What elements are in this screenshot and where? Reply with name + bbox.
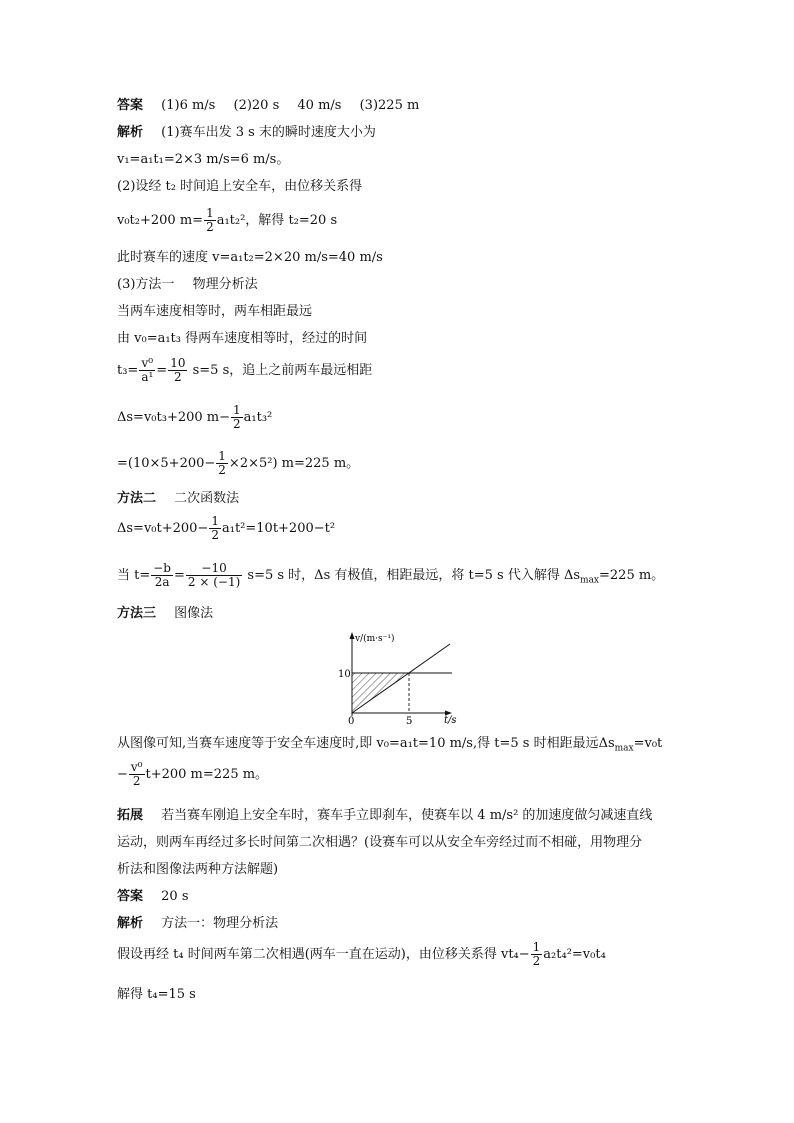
equation-text: 当 t=	[117, 568, 151, 583]
analysis-line-1	[117, 125, 376, 141]
analysis-text: (1)赛车出发 3 s 末的瞬时速度大小为	[161, 125, 376, 140]
extension-text: 若当赛车刚追上安全车时，赛车手立即刹车，使赛车以 4 m/s² 的加速度做匀减速直线	[161, 808, 653, 823]
equation-text: 从图像可知,当赛车速度等于安全车速度时,即 v₀=a₁t=10 m/s,得 t=5 s 时相距最远Δs	[117, 736, 615, 751]
analysis-text: 方法一：物理分析法	[161, 916, 279, 931]
fraction-denominator: 2	[532, 954, 541, 968]
analysis-line-10	[117, 403, 272, 433]
equation-text: a₁t₂²，解得 t₂=20 s	[216, 213, 338, 228]
extension-line-2: 运动，则两车再经过多长时间第二次相遇？(设赛车可以从安全车旁经过而不相碰，用物理分	[117, 835, 643, 850]
equation-text: a₁t²=10t+200−t²	[221, 521, 336, 536]
fraction-denominator: 2	[211, 528, 219, 542]
answer-label: 答案	[117, 889, 144, 904]
equation-text: ×2×5²) m=225 m。	[228, 456, 360, 471]
analysis2-line-2	[117, 940, 606, 970]
analysis-line-14	[117, 561, 664, 591]
fraction-numerator: 1	[218, 449, 226, 463]
equation-text: =v₀t	[633, 736, 663, 751]
subscript: max	[614, 743, 634, 754]
equation-text: =	[174, 568, 185, 583]
x-axis-label: t/s	[444, 715, 457, 724]
method-label: 方法三	[117, 606, 157, 621]
fraction-denominator: 2 × (−1)	[187, 575, 241, 589]
fraction-numerator: 1	[532, 940, 541, 954]
fraction	[151, 562, 173, 589]
equation-text: a₂t₄²=v₀t₄	[543, 947, 606, 962]
analysis-line-2: v₁=a₁t₁=2×3 m/s=6 m/s。	[117, 152, 290, 167]
fraction-denominator: 2	[233, 417, 241, 431]
answer-part-2: (2)20 s	[233, 98, 280, 113]
equation-text: s=5 s，追上之前两车最远相距	[188, 363, 373, 378]
y-axis-label: v/(m·s⁻¹)	[355, 634, 395, 644]
equation-text: v₀t₂+200 m=	[117, 213, 204, 228]
analysis-label: 解析	[117, 125, 144, 140]
fraction	[168, 357, 187, 384]
equation-text: t+200 m=225 m。	[145, 767, 269, 782]
analysis-line-3: (2)设经 t₂ 时间追上安全车，由位移关系得	[117, 179, 363, 194]
equation-text: =	[156, 363, 168, 378]
method-name: 二次函数法	[174, 491, 240, 506]
fraction	[186, 562, 242, 589]
y-tick-label: 10	[338, 669, 351, 680]
fraction-denominator: a¹	[141, 370, 154, 384]
y-axis-arrow	[350, 632, 355, 639]
analysis-line-13	[117, 514, 335, 544]
analysis2-line-3: 解得 t₄=15 s	[117, 987, 196, 1002]
fraction-numerator: v⁰	[139, 357, 155, 371]
answer-value: 20 s	[161, 889, 189, 904]
answer-part-2b: 40 m/s	[297, 98, 342, 113]
fraction-denominator: 2	[132, 774, 141, 788]
analysis-line-17	[117, 760, 268, 790]
origin-label: 0	[348, 716, 355, 724]
equation-text: Δs=v₀t₃+200 m−	[117, 410, 231, 425]
equation-text: s=5 s 时，Δs 有极值，相距最远，将 t=5 s 代入解得 Δs	[243, 568, 581, 583]
fraction-numerator: 1	[206, 206, 214, 220]
subscript: max	[580, 575, 600, 586]
equation-text: =(10×5+200−	[117, 456, 216, 471]
analysis2-line-1	[117, 916, 278, 932]
analysis-line-5: 此时赛车的速度 v=a₁t₂=2×20 m/s=40 m/s	[117, 250, 383, 265]
analysis-line-8: 由 v₀=a₁t₃ 得两车速度相等时，经过的时间	[117, 331, 368, 346]
analysis-line-4	[117, 206, 337, 236]
fraction	[209, 515, 221, 542]
fraction	[129, 761, 145, 788]
method-one-heading	[117, 277, 258, 293]
fraction-numerator: 1	[233, 403, 241, 417]
fraction-numerator: 10	[170, 356, 186, 370]
fraction	[531, 941, 543, 968]
answer-line-1	[117, 98, 419, 114]
analysis-line-16	[117, 736, 662, 752]
answer-label: 答案	[117, 98, 144, 113]
velocity-time-graph	[322, 628, 462, 724]
fraction-denominator: 2a	[154, 575, 170, 589]
equation-text: −	[117, 767, 128, 782]
fraction-numerator: −10	[186, 562, 242, 576]
answer-part-1: (1)6 m/s	[161, 98, 216, 113]
fraction-denominator: 2	[206, 220, 214, 234]
answer-part-3: (3)225 m	[359, 98, 420, 113]
x-tick-label: 5	[406, 716, 413, 724]
equation-text: Δs=v₀t+200−	[117, 521, 209, 536]
fraction	[204, 207, 216, 234]
answer-line-2	[117, 889, 189, 905]
equation-text: =225 m。	[599, 568, 665, 583]
fraction	[216, 450, 228, 477]
analysis-line-7: 当两车速度相等时，两车相距最远	[117, 304, 313, 319]
fraction-numerator: −b	[153, 561, 171, 575]
fraction-denominator: 2	[218, 463, 226, 477]
equation-text: a₁t₃²	[243, 410, 273, 425]
analysis-line-9	[117, 356, 372, 386]
extension-line-1	[117, 808, 652, 824]
extension-label: 拓展	[117, 808, 144, 823]
fraction-numerator: v⁰	[130, 760, 143, 774]
method-three-heading	[117, 606, 213, 622]
fraction-denominator: 2	[174, 370, 182, 384]
method-two-heading	[117, 491, 239, 507]
method-label: 方法二	[117, 491, 157, 506]
extension-line-3: 析法和图像法两种方法解题)	[117, 862, 279, 877]
method-name: 图像法	[174, 606, 214, 621]
analysis-label: 解析	[117, 916, 144, 931]
fraction	[231, 404, 243, 431]
method-label: (3)方法一	[117, 277, 175, 292]
fraction	[139, 357, 155, 384]
fraction-numerator: 1	[211, 514, 219, 528]
method-name: 物理分析法	[192, 277, 258, 292]
equation-text: t₃=	[117, 363, 139, 378]
equation-text: 假设再经 t₄ 时间两车第二次相遇(两车一直在运动)，由位移关系得 vt₄−	[117, 947, 530, 962]
analysis-line-11	[117, 449, 359, 479]
